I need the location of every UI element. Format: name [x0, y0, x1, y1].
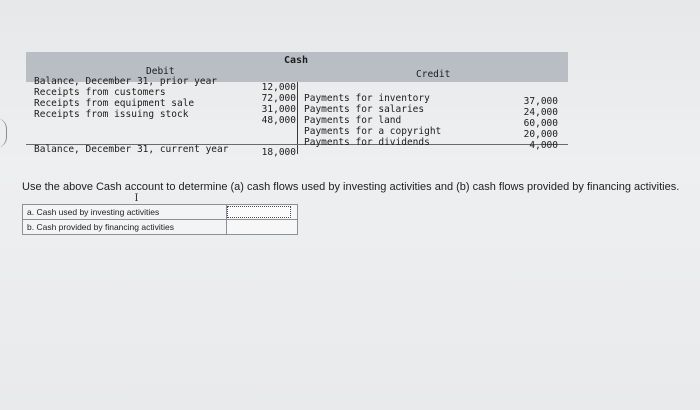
investing-answer-input[interactable] — [227, 206, 291, 218]
debit-row-label: Receipts from equipment sale — [34, 98, 195, 109]
credit-header: Credit — [416, 69, 451, 80]
debit-row-amount: 12,000 — [261, 82, 296, 93]
answer-table — [22, 192, 298, 235]
answer-label: a. Cash used by investing activities — [23, 205, 227, 220]
credit-row-label: Payments for a copyright — [304, 126, 442, 137]
answer-row — [23, 220, 298, 235]
credit-row-label: Payments for dividends — [304, 137, 430, 148]
debit-row-amount: 48,000 — [261, 115, 296, 126]
credit-row-amount: 37,000 — [523, 96, 558, 107]
answer-label: b. Cash provided by financing activities — [23, 220, 227, 235]
credit-row-amount: 20,000 — [523, 129, 558, 140]
text-cursor-icon: I — [134, 192, 139, 204]
credit-row-amount: 4,000 — [529, 140, 558, 151]
debit-row-label: Receipts from customers — [34, 87, 166, 98]
ending-balance-label: Balance, December 31, current year — [34, 144, 229, 155]
debit-row-amount: 31,000 — [261, 104, 296, 115]
ending-balance-amount: 18,000 — [261, 147, 296, 158]
debit-row-label: Balance, December 31, prior year — [34, 76, 218, 87]
credit-row-label: Payments for inventory — [304, 93, 430, 104]
credit-row-amount: 24,000 — [523, 107, 558, 118]
credit-row-amount: 60,000 — [523, 118, 558, 129]
credit-row-label: Payments for land — [304, 115, 402, 126]
credit-row-label: Payments for salaries — [304, 104, 425, 115]
question-text: Use the above Cash account to determine (a) cash flows used by investing activities and (b) cash flows provided by financing activities. — [22, 181, 680, 193]
answer-cell — [134, 192, 298, 220]
cash-t-account — [26, 52, 568, 158]
answer-row — [23, 205, 298, 220]
page-edge-shadow — [0, 118, 7, 148]
ledger-title: Cash — [284, 55, 309, 66]
answer-cell — [227, 220, 298, 235]
debit-row-label: Receipts from issuing stock — [34, 109, 189, 120]
debit-header: Debit — [146, 66, 175, 77]
debit-row-amount: 72,000 — [261, 93, 296, 104]
financing-answer-input[interactable] — [227, 220, 297, 234]
